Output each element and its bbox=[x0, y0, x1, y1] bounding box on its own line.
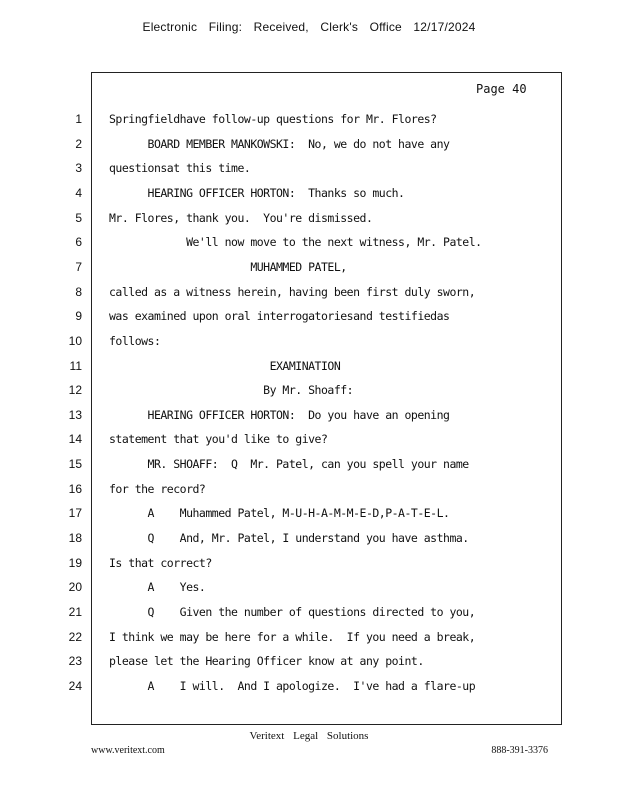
line-number: 2 bbox=[75, 136, 82, 151]
line-number: 17 bbox=[68, 506, 82, 521]
transcript-line: statement that you'd like to give? bbox=[109, 432, 328, 447]
line-number: 21 bbox=[68, 605, 82, 619]
line-number: 10 bbox=[68, 333, 82, 348]
line-number: 16 bbox=[68, 481, 82, 496]
line-number: 15 bbox=[68, 457, 82, 472]
transcript-line: questionsat this time. bbox=[109, 161, 251, 176]
transcript-line: A Yes. bbox=[109, 580, 206, 595]
line-number: 7 bbox=[75, 259, 82, 274]
transcript-line: EXAMINATION bbox=[109, 358, 341, 373]
line-number: 12 bbox=[68, 383, 82, 398]
transcript-line: I think we may be here for a while. If you need a break, bbox=[109, 629, 476, 644]
line-number: 8 bbox=[75, 284, 82, 299]
transcript-line: please let the Hearing Officer know at any point. bbox=[109, 654, 424, 669]
line-number: 19 bbox=[68, 555, 82, 570]
transcript-line: was examined upon oral interrogatoriesand testifiedas bbox=[109, 309, 450, 324]
line-number: 13 bbox=[68, 407, 82, 422]
transcript-line: MUHAMMED PATEL, bbox=[109, 259, 347, 274]
footer-website: www.veritext.com bbox=[91, 745, 165, 756]
line-number: 4 bbox=[75, 185, 82, 200]
line-number: 11 bbox=[69, 358, 82, 373]
line-number: 20 bbox=[68, 580, 82, 595]
transcript-line: Is that correct? bbox=[109, 555, 212, 570]
page-number: Page 40 bbox=[476, 82, 527, 96]
transcript-line: Q And, Mr. Patel, I understand you have asthma. bbox=[109, 531, 469, 546]
line-number: 5 bbox=[75, 210, 82, 225]
efiling-header: Electronic Filing: Received, Clerk's Office 12/17/2024 bbox=[142, 20, 476, 34]
line-number: 18 bbox=[68, 531, 82, 546]
transcript-line: for the record? bbox=[109, 481, 206, 496]
transcript-line: Mr. Flores, thank you. You're dismissed. bbox=[109, 210, 373, 225]
transcript-line: HEARING OFFICER HORTON: Thanks so much. bbox=[109, 185, 405, 200]
transcript-line: Q Given the number of questions directed to you, bbox=[109, 605, 476, 619]
transcript-line: MR. SHOAFF: Q Mr. Patel, can you spell your name bbox=[109, 457, 469, 472]
footer-company: Veritext Legal Solutions bbox=[249, 730, 369, 742]
transcript-line: A Muhammed Patel, M-U-H-A-M-M-E-D,P-A-T-E-L. bbox=[109, 506, 450, 521]
line-number: 24 bbox=[68, 678, 82, 693]
line-number: 1 bbox=[75, 112, 82, 126]
transcript-line: HEARING OFFICER HORTON: Do you have an opening bbox=[109, 407, 450, 422]
line-number: 22 bbox=[68, 629, 82, 644]
line-number: 3 bbox=[75, 161, 82, 176]
transcript-line: We'll now move to the next witness, Mr. Patel. bbox=[109, 235, 482, 250]
line-number: 9 bbox=[75, 309, 82, 324]
transcript-line: Springfieldhave follow-up questions for Mr. Flores? bbox=[109, 112, 437, 126]
transcript-line: By Mr. Shoaff: bbox=[109, 383, 354, 398]
transcript-line: BOARD MEMBER MANKOWSKI: No, we do not have any bbox=[109, 136, 450, 151]
line-number: 6 bbox=[75, 235, 82, 250]
transcript-line: follows: bbox=[109, 333, 161, 348]
footer-phone: 888-391-3376 bbox=[491, 745, 548, 756]
transcript-line: A I will. And I apologize. I've had a flare-up bbox=[109, 678, 476, 693]
transcript-line: called as a witness herein, having been first duly sworn, bbox=[109, 284, 476, 299]
line-number: 23 bbox=[68, 654, 82, 669]
line-number: 14 bbox=[68, 432, 82, 447]
